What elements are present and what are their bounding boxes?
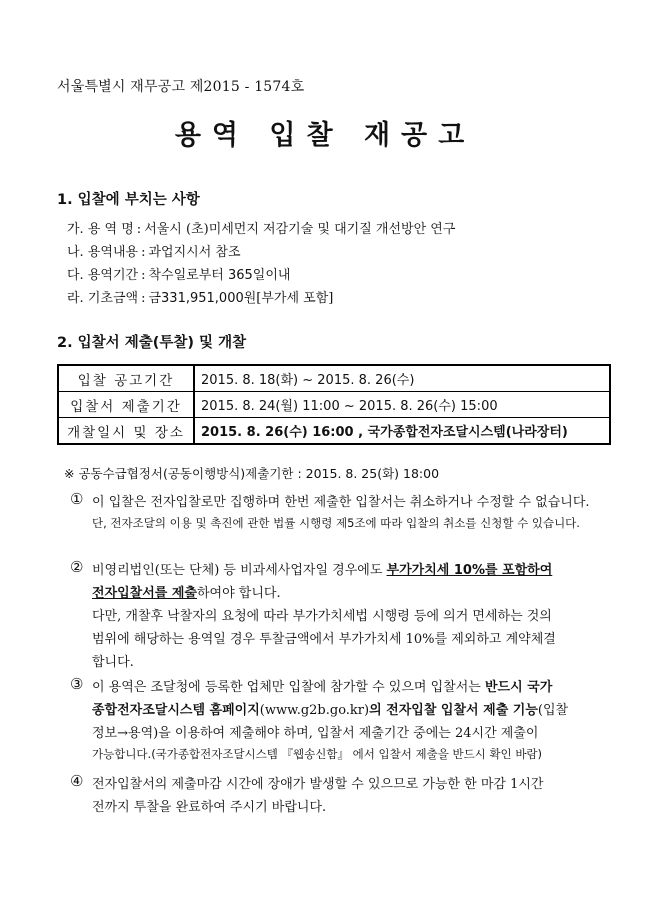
consortium-deadline-note: ※ 공동수급협정서(공동이행방식)제출기한 : 2015. 8. 25(화) 18:00 — [64, 466, 440, 481]
item-marker: 나. — [67, 245, 84, 260]
item-service-period: 다. 용역기간 : 착수일로부터 365일이내 — [67, 264, 290, 283]
note-line: 단, 전자조달의 이용 및 촉진에 관한 법률 시행령 제5조에 따라 입찰의 취소를 신청할 수 있습니다. — [92, 516, 580, 530]
note-line: 가능합니다.(국가종합전자조달시스템 『웹송신함』 에서 입찰서 제출을 반드시 확인 바람) — [92, 747, 543, 761]
item-value: 착수일로부터 365일이내 — [148, 268, 291, 283]
schedule-label: 입찰 공고기간 — [58, 365, 194, 392]
note-line: 전자입찰서의 제출마감 시간에 장애가 발생할 수 있으므로 가능한 한 마감 1시간 — [92, 777, 544, 792]
item-label: 용역기간 — [87, 268, 139, 283]
note-emphasis: 의 전자입찰 입찰서 제출 기능 — [369, 703, 538, 718]
notice-number: 서울특별시 재무공고 제2015 - 1574호 — [57, 79, 305, 95]
note-text: 이 용역은 조달청에 등록한 업체만 입찰에 참가할 수 있으며 입찰서는 — [92, 680, 485, 695]
note-line: 이 입찰은 전자입찰로만 집행하며 한번 제출한 입찰서는 취소하거나 수정할 수 없습니다. — [92, 495, 590, 510]
note-number: ② — [70, 558, 84, 576]
note-3 — [70, 675, 618, 765]
item-base-price: 라. 기초금액 : 금331,951,000원[부가세 포함] — [67, 287, 333, 306]
table-row — [58, 392, 610, 418]
note-4 — [70, 772, 618, 822]
schedule-value: 2015. 8. 18(화) ~ 2015. 8. 26(수) — [194, 365, 610, 392]
item-marker: 라. — [67, 291, 84, 306]
section1-heading: 1. 입찰에 부치는 사항 — [57, 192, 200, 208]
note-emphasis: 반드시 국가 — [484, 680, 553, 695]
schedule-table — [57, 364, 611, 445]
item-label: 용역내용 — [87, 245, 139, 260]
schedule-value: 2015. 8. 26(수) 16:00 , 국가종합전자조달시스템(나라장터) — [194, 418, 610, 445]
item-label: 용 역 명 — [87, 222, 134, 237]
note-1 — [70, 490, 618, 540]
item-service-name: 가. 용 역 명 : 서울시 (초)미세먼지 저감기술 및 대기질 개선방안 연구 — [67, 218, 455, 237]
item-value: 서울시 (초)미세먼지 저감기술 및 대기질 개선방안 연구 — [144, 222, 456, 237]
table-row — [58, 418, 610, 445]
note-text: (www.g2b.go.kr) — [259, 703, 370, 718]
document-title: 용역 입찰 재공고 — [174, 120, 476, 151]
note-line: 합니다. — [92, 655, 134, 670]
note-text: 하여야 합니다. — [197, 586, 281, 601]
note-number: ④ — [70, 772, 84, 790]
note-line: 범위에 해당하는 용역일 경우 투찰금액에서 부가가치세 10%를 제외하고 계약체결 — [92, 632, 556, 647]
note-2 — [70, 558, 618, 668]
note-line: 전까지 투찰을 완료하여 주시기 바랍니다. — [92, 800, 327, 815]
note-line: 다만, 개찰후 낙찰자의 요청에 따라 부가가치세법 시행령 등에 의거 면세하는 것의 — [92, 609, 552, 624]
note-emphasis: 종합전자조달시스템 홈페이지 — [92, 703, 260, 718]
section2-heading: 2. 입찰서 제출(투찰) 및 개찰 — [57, 335, 247, 351]
item-value-note: [부가세 포함] — [256, 291, 334, 306]
schedule-value: 2015. 8. 24(월) 11:00 ~ 2015. 8. 26(수) 15:00 — [194, 392, 610, 418]
note-number: ① — [70, 490, 84, 508]
item-marker: 다. — [67, 268, 84, 283]
note-text: 비영리법인(또는 단체) 등 비과세사업자일 경우에도 — [92, 563, 387, 578]
table-row — [58, 365, 610, 392]
item-label: 기초금액 — [87, 291, 139, 306]
note-line: 정보→용역)을 이용하여 제출해야 하며, 입찰서 제출기간 중에는 24시간 제출이 — [92, 726, 539, 741]
note-emphasis: 전자입찰서를 제출 — [92, 586, 197, 601]
item-value: 과업지시서 참조 — [148, 245, 241, 260]
note-emphasis: 부가가치세 10%를 포함하여 — [386, 563, 553, 578]
note-text: (입찰 — [537, 703, 569, 718]
item-marker: 가. — [67, 222, 84, 237]
schedule-label: 입찰서 제출기간 — [58, 392, 194, 418]
schedule-label: 개찰일시 및 장소 — [58, 418, 194, 445]
note-number: ③ — [70, 675, 84, 693]
item-service-content: 나. 용역내용 : 과업지시서 참조 — [67, 241, 241, 260]
item-value-main: 금331,951,000원 — [148, 291, 257, 306]
